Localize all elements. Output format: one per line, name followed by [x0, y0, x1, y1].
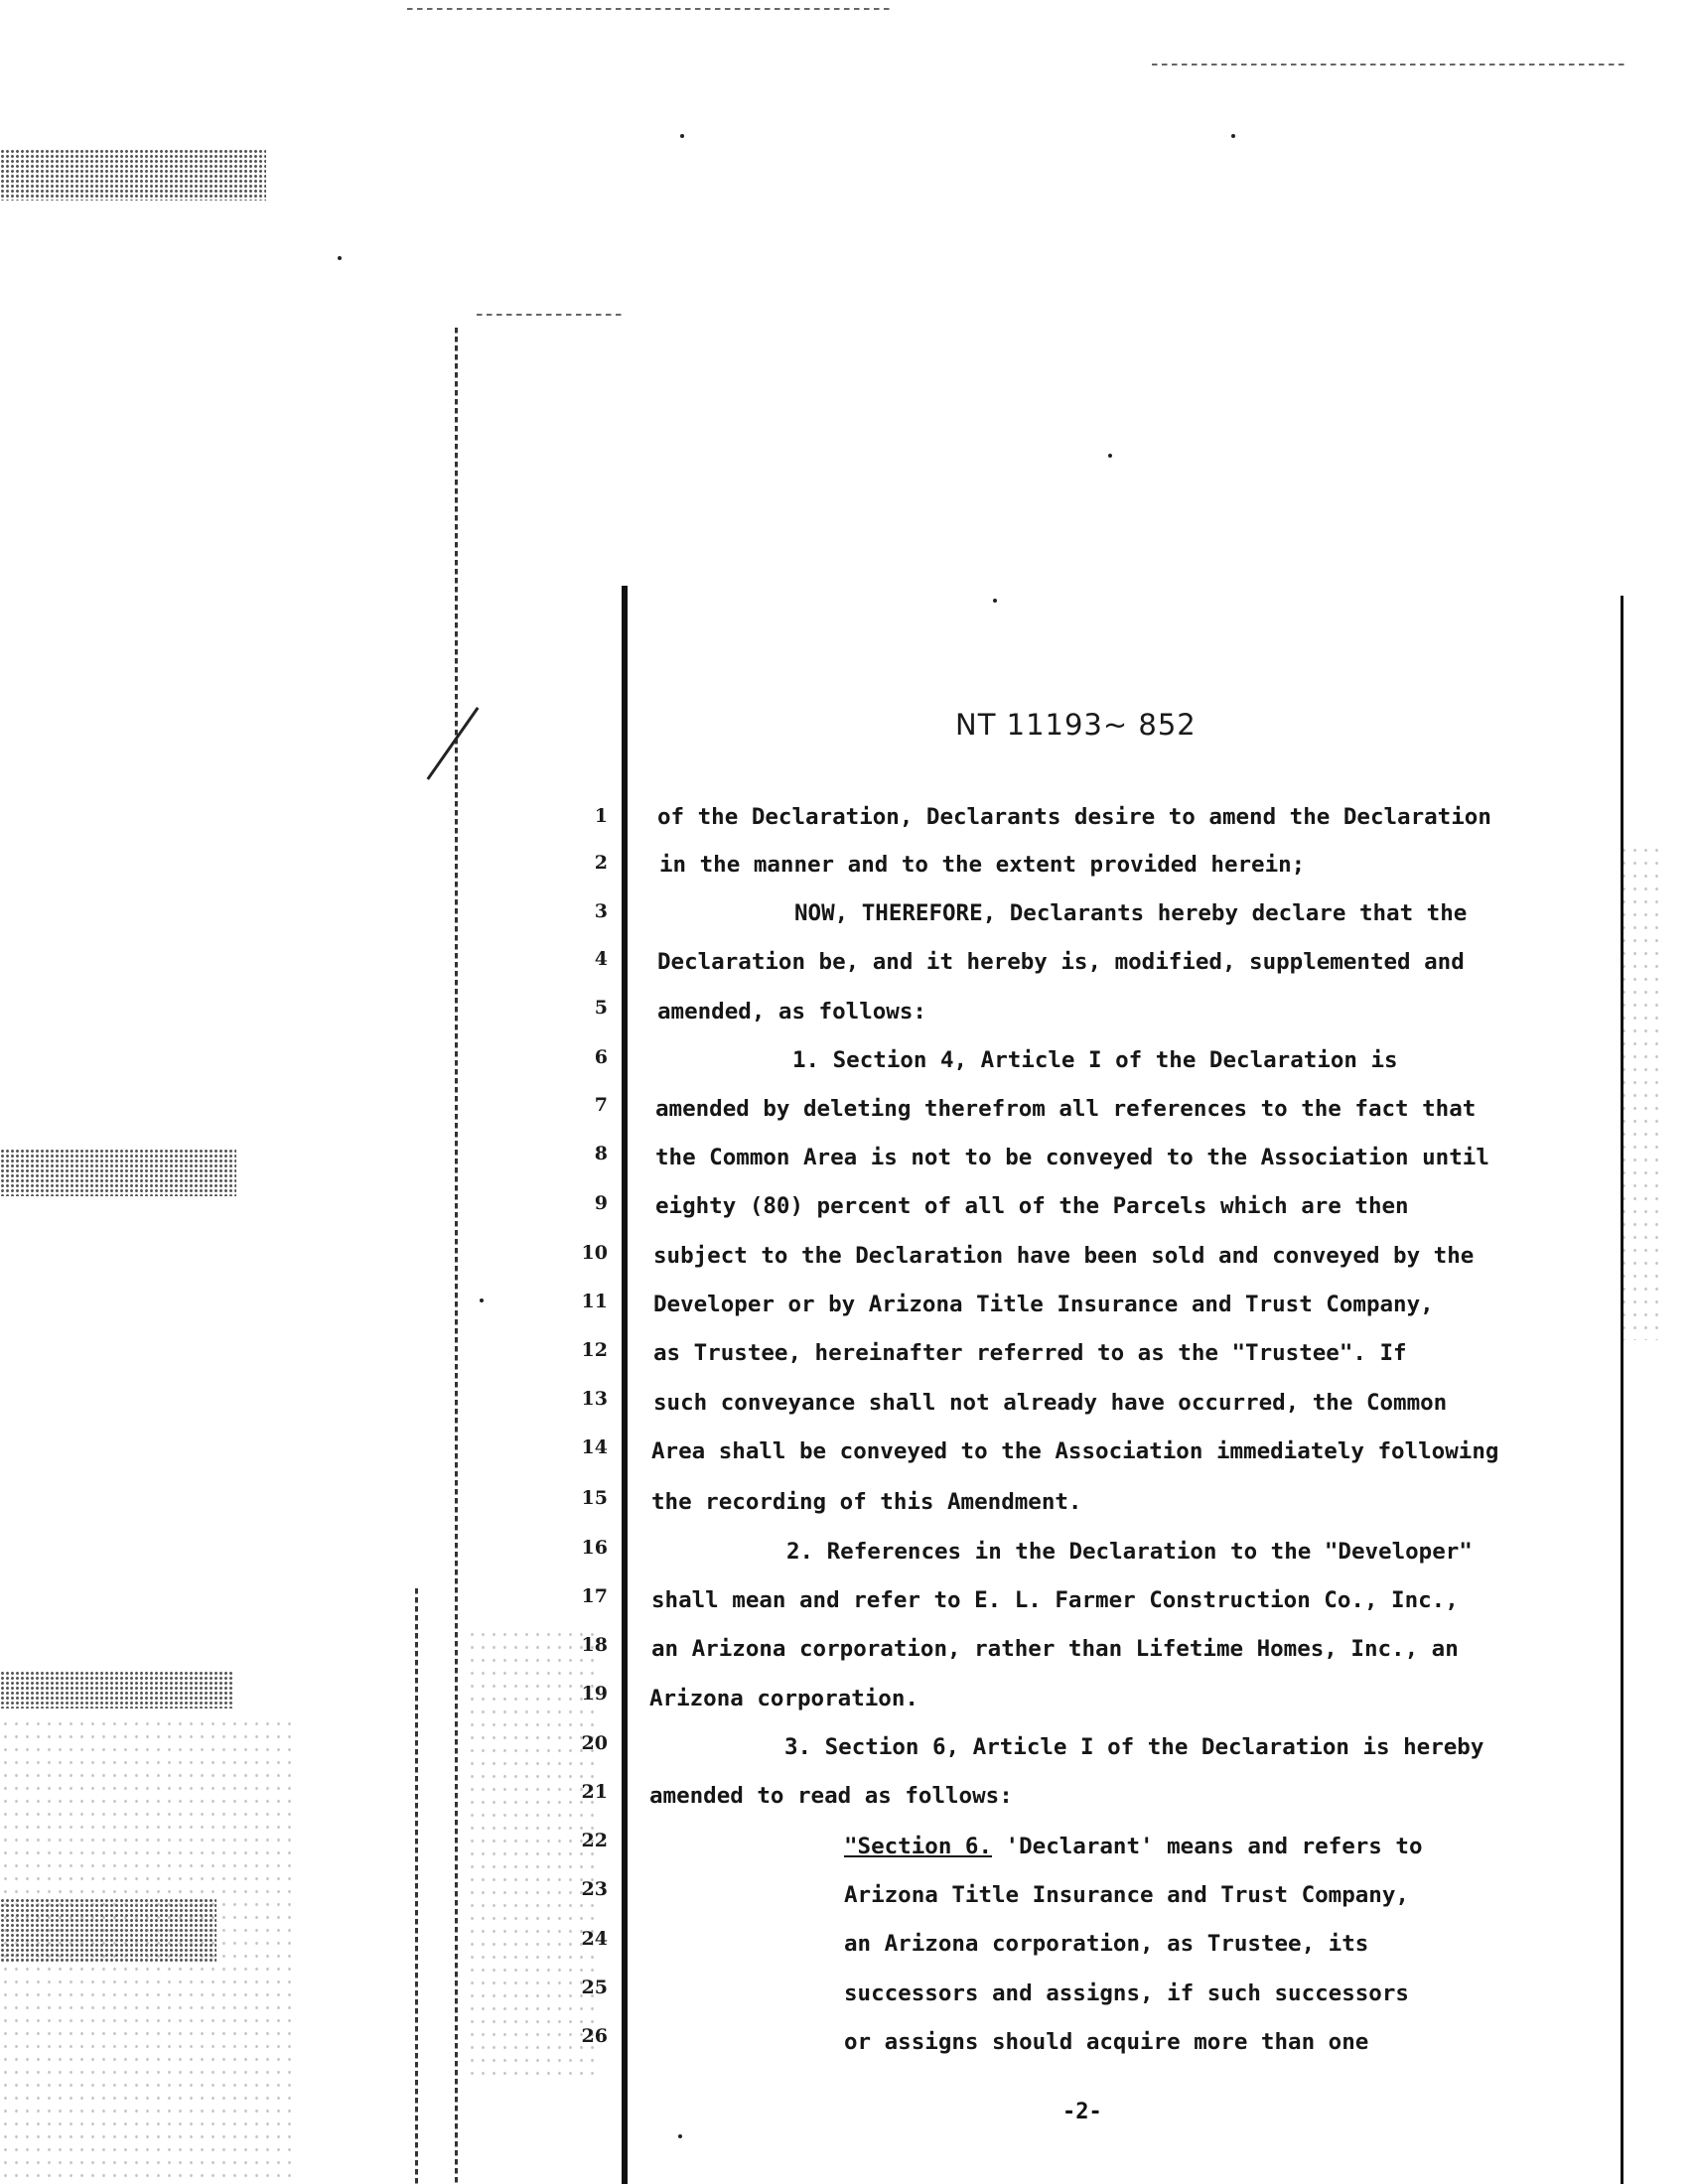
recording-number: NT 11193~ 852 — [955, 708, 1197, 742]
scan-noise-bottom-left-1 — [0, 1671, 234, 1708]
scan-dot — [680, 134, 684, 138]
text-line: subject to the Declaration have been sold and conveyed by the — [653, 1243, 1475, 1269]
line-number: 8 — [594, 1143, 608, 1164]
scan-dot — [338, 256, 342, 260]
line-number: 19 — [581, 1683, 608, 1705]
scan-noise-header-line — [477, 314, 626, 316]
line-number: 15 — [581, 1487, 608, 1509]
line-number: 3 — [594, 900, 608, 922]
scan-dot — [1231, 134, 1235, 138]
line-number: 11 — [581, 1291, 608, 1312]
margin-slash-mark — [427, 707, 480, 780]
text-line: an Arizona corporation, as Trustee, its — [844, 1931, 1369, 1957]
text-line: 2. References in the Declaration to the "Developer" — [786, 1539, 1473, 1565]
text-line-rest: 'Declarant' means and refers to — [992, 1834, 1423, 1859]
outer-page-left-rule — [455, 328, 458, 2184]
text-line: of the Declaration, Declarants desire to amend the Declaration — [657, 804, 1491, 830]
scan-noise-top-edge — [407, 8, 894, 10]
scan-dot — [993, 599, 997, 603]
line-number: 14 — [581, 1436, 608, 1458]
text-line: amended by deleting therefrom all references to the fact that — [655, 1096, 1477, 1122]
scan-noise-top-right — [1152, 64, 1628, 66]
line-number: 18 — [581, 1634, 608, 1656]
line-number: 2 — [594, 852, 608, 874]
text-line: successors and assigns, if such successors — [844, 1980, 1409, 2006]
right-margin-rule — [1621, 596, 1623, 2184]
text-line — [844, 1834, 1423, 1859]
text-line: as Trustee, hereinafter referred to as the "Trustee". If — [653, 1340, 1407, 1366]
text-line: in the manner and to the extent provided herein; — [659, 852, 1306, 878]
line-number: 23 — [581, 1878, 608, 1900]
line-number: 5 — [594, 997, 608, 1019]
section-heading-underlined: "Section 6. — [844, 1834, 993, 1859]
text-line: the recording of this Amendment. — [651, 1489, 1082, 1515]
line-number: 1 — [594, 805, 608, 827]
text-line: Arizona Title Insurance and Trust Company, — [844, 1882, 1409, 1908]
scan-noise-mid-left — [0, 1149, 236, 1196]
text-line: 1. Section 4, Article I of the Declaration is — [792, 1047, 1398, 1073]
page-number: -2- — [1062, 2100, 1102, 2124]
scan-dot — [1108, 454, 1112, 458]
line-number: 4 — [594, 948, 608, 970]
text-line: Arizona corporation. — [649, 1686, 918, 1711]
line-number: 13 — [581, 1388, 608, 1410]
text-line: Declaration be, and it hereby is, modified, supplemented and — [657, 949, 1465, 975]
line-number: 17 — [581, 1585, 608, 1607]
text-line: NOW, THEREFORE, Declarants hereby declare that the — [794, 900, 1468, 926]
line-number: 16 — [581, 1537, 608, 1559]
scan-noise-top-left — [0, 149, 266, 201]
scan-speckle-bottom-left — [0, 1717, 298, 2184]
line-number: 24 — [581, 1928, 608, 1950]
line-number: 21 — [581, 1781, 608, 1803]
text-line: an Arizona corporation, rather than Lifetime Homes, Inc., an — [651, 1636, 1459, 1662]
line-number: 25 — [581, 1977, 608, 1998]
line-number: 12 — [581, 1339, 608, 1361]
text-line: shall mean and refer to E. L. Farmer Construction Co., Inc., — [651, 1587, 1459, 1613]
text-line: the Common Area is not to be conveyed to the Association until — [655, 1145, 1489, 1170]
text-line: amended, as follows: — [657, 999, 926, 1024]
text-line: such conveyance shall not already have occurred, the Common — [653, 1390, 1448, 1416]
scan-dot — [480, 1298, 484, 1302]
line-number: 26 — [581, 2025, 608, 2047]
text-line: 3. Section 6, Article I of the Declaration is hereby — [784, 1734, 1484, 1760]
outer-page-far-left-rule — [415, 1588, 418, 2184]
text-line: or assigns should acquire more than one — [844, 2029, 1369, 2055]
line-number: 10 — [581, 1242, 608, 1264]
scan-dot — [678, 2134, 682, 2138]
line-number: 7 — [594, 1094, 608, 1116]
line-number: 20 — [581, 1732, 608, 1754]
line-number: 22 — [581, 1830, 608, 1851]
text-line: Developer or by Arizona Title Insurance and Trust Company, — [653, 1292, 1434, 1317]
scan-speckle-right-edge — [1619, 844, 1658, 1340]
pleading-margin-rule — [622, 586, 628, 2184]
text-line: eighty (80) percent of all of the Parcels which are then — [655, 1193, 1409, 1219]
line-number: 9 — [594, 1192, 608, 1214]
text-line: Area shall be conveyed to the Association immediately following — [651, 1438, 1499, 1464]
line-number: 6 — [594, 1046, 608, 1068]
text-line: amended to read as follows: — [649, 1783, 1013, 1809]
